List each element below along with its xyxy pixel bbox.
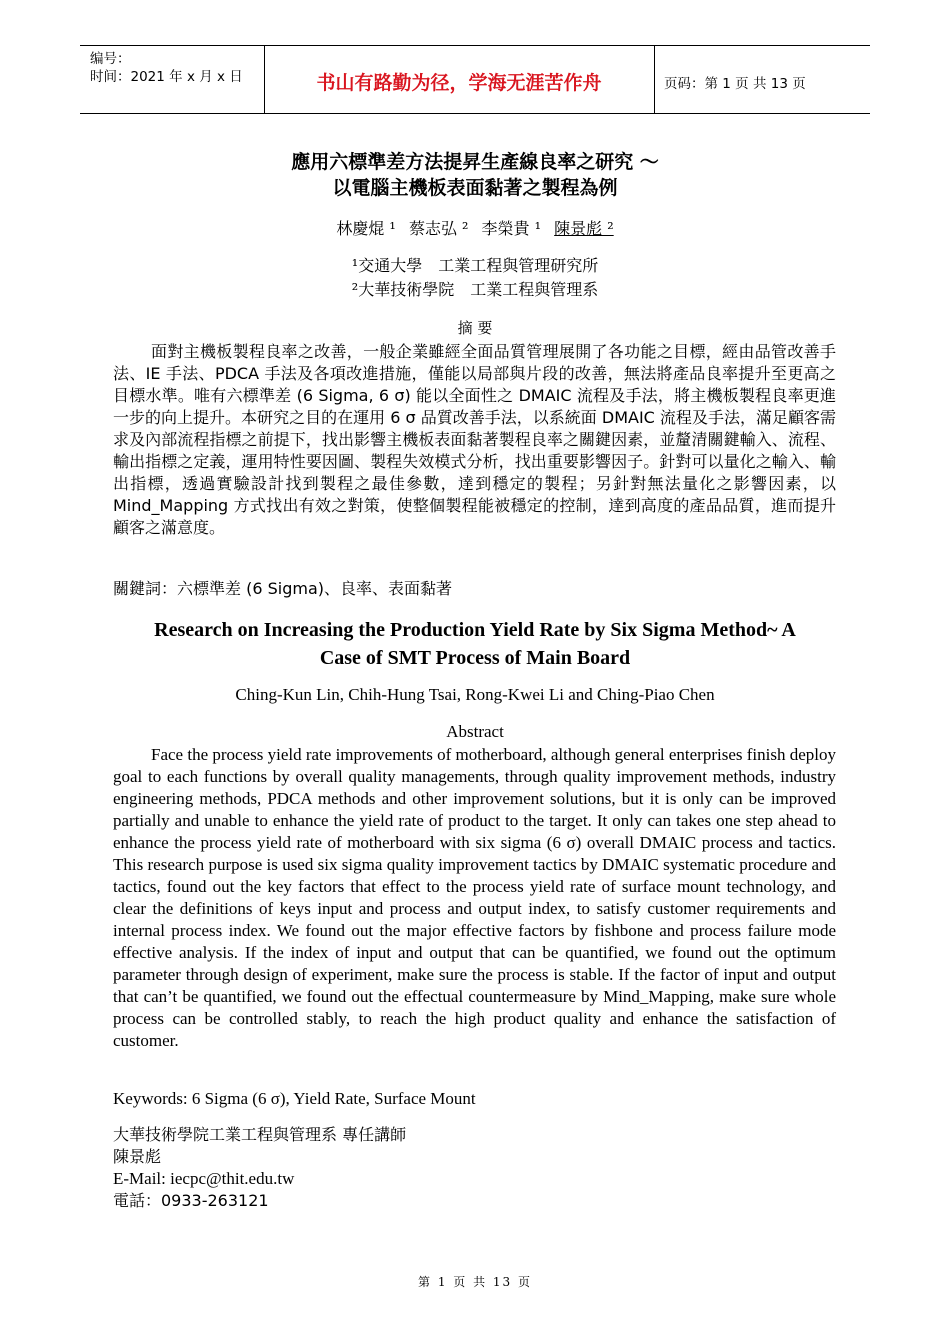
header-top-rule <box>80 45 870 46</box>
header-page-label: 页码：第 1 页 共 13 页 <box>664 76 806 92</box>
header-meta <box>90 50 243 86</box>
header-bottom-rule <box>80 113 870 114</box>
contact-email: E-Mail: iecpc@thit.edu.tw <box>113 1169 295 1188</box>
paper-title-zh-line1: 應用六標準差方法提昇生產線良率之研究 ～ <box>291 151 659 173</box>
author-zh-3: 李榮貴 ¹ <box>481 219 542 238</box>
author-zh-4: 陳景彪 ² <box>554 219 614 238</box>
author-zh-2: 蔡志弘 ² <box>408 219 469 238</box>
paper-title-en-line2: Case of SMT Process of Main Board <box>319 647 631 669</box>
abstract-zh-body: 面對主機板製程良率之改善，一般企業雖經全面品質管理展開了各功能之目標，經由品管改善手法、IE 手法、PDCA 手法及各項改進措施，僅能以局部與片段的改善，無法將產品良率提升至更高之目標水準。唯有六標準差 (6 Sigma, 6 σ) 能以全面性之 DMAIC 流程及手法，將主機板製程良率更進一步的向上提升。本研究之目的在運用 6 σ 品質改善手法，以系統面 DMAIC 流程及手法，滿足顧客需求及內部流程指標之前提下，找出影響主機板表面黏著製程良率之關鍵因素，並釐清關鍵輸入、流程、輸出指標之定義，運用特性要因圖、製程失效模式分析，找出重要影響因子。針對可以量化之輸入、輸出指標，透過實驗設計找到製程之最佳參數，達到穩定的製程；另針對無法量化之影響因素，以 Mind_Mapping 方式找出有效之對策，使整個製程能被穩定的控制，達到高度的產品品質，進而提升顧客之滿意度。 <box>113 342 836 537</box>
abstract-en-body: Face the process yield rate improvements of motherboard, although general enterprises finish deploy goal to each functions by overall quality managements, through quality improvement methods, industry engineering methods, PDCA methods and other improvement solutions, but it is only can be improved partially and unable to enhance the yield rate of product to the target. It only can takes one step ahead to enhance the process yield rate of motherboard with six sigma (6 σ) overall DMAIC process and tactics. This research purpose is used six sigma quality improvement tactics by DMAIC systematic procedure and tactics, found out the key factors that effect to the process yield rate of surface mount technology, and clear the definitions of keys input and process and output index, to satisfy customer requirements and internal process index. We found out the major effective factors by fishbone and process failure mode effective analysis. If the index of input and output that can be quantified, we found out the optimum parameter through design of experiment, make sure the process is stable. If the factor of input and output that can’t be quantified, we found out the effectual countermeasure by Mind_Mapping, make sure whole process can be controlled stably, to reach the high product quality and enhance the satisfaction of customer. <box>113 745 836 1050</box>
authors-zh <box>0 216 950 239</box>
header-number-label: 编号： <box>90 51 131 67</box>
paper-title-zh-line2: 以電腦主機板表面黏著之製程為例 <box>332 177 618 199</box>
paper-title-en-line1: Research on Increasing the Production Yield Rate by Six Sigma Method~ A <box>154 619 796 641</box>
keywords-en: Keywords: 6 Sigma (6 σ), Yield Rate, Surface Mount <box>113 1089 476 1108</box>
affiliation-2: ²大華技術學院 工業工程與管理系 <box>351 280 599 299</box>
author-zh-1: 林慶焜 ¹ <box>336 219 396 238</box>
keywords-zh: 關鍵詞：六標準差 (6 Sigma)、良率、表面黏著 <box>113 579 452 598</box>
affiliation-1: ¹交通大學 工業工程與管理研究所 <box>351 256 599 275</box>
header-motto: 书山有路勤为径，学海无涯苦作舟 <box>316 72 602 94</box>
header-time-label: 时间：2021 年 x 月 x 日 <box>90 69 243 85</box>
contact-affiliation: 大華技術學院工業工程與管理系 專任講師 <box>113 1125 407 1144</box>
contact-phone: 電話：0933-263121 <box>113 1191 269 1210</box>
authors-en: Ching-Kun Lin, Chih-Hung Tsai, Rong-Kwei Li and Ching-Piao Chen <box>235 685 715 704</box>
abstract-en-heading: Abstract <box>446 722 504 741</box>
contact-name: 陳景彪 <box>113 1147 162 1166</box>
abstract-zh-heading: 摘 要 <box>457 319 493 337</box>
header-divider-right <box>654 45 655 113</box>
page-footer: 第 1 页 共 13 页 <box>418 1275 532 1289</box>
